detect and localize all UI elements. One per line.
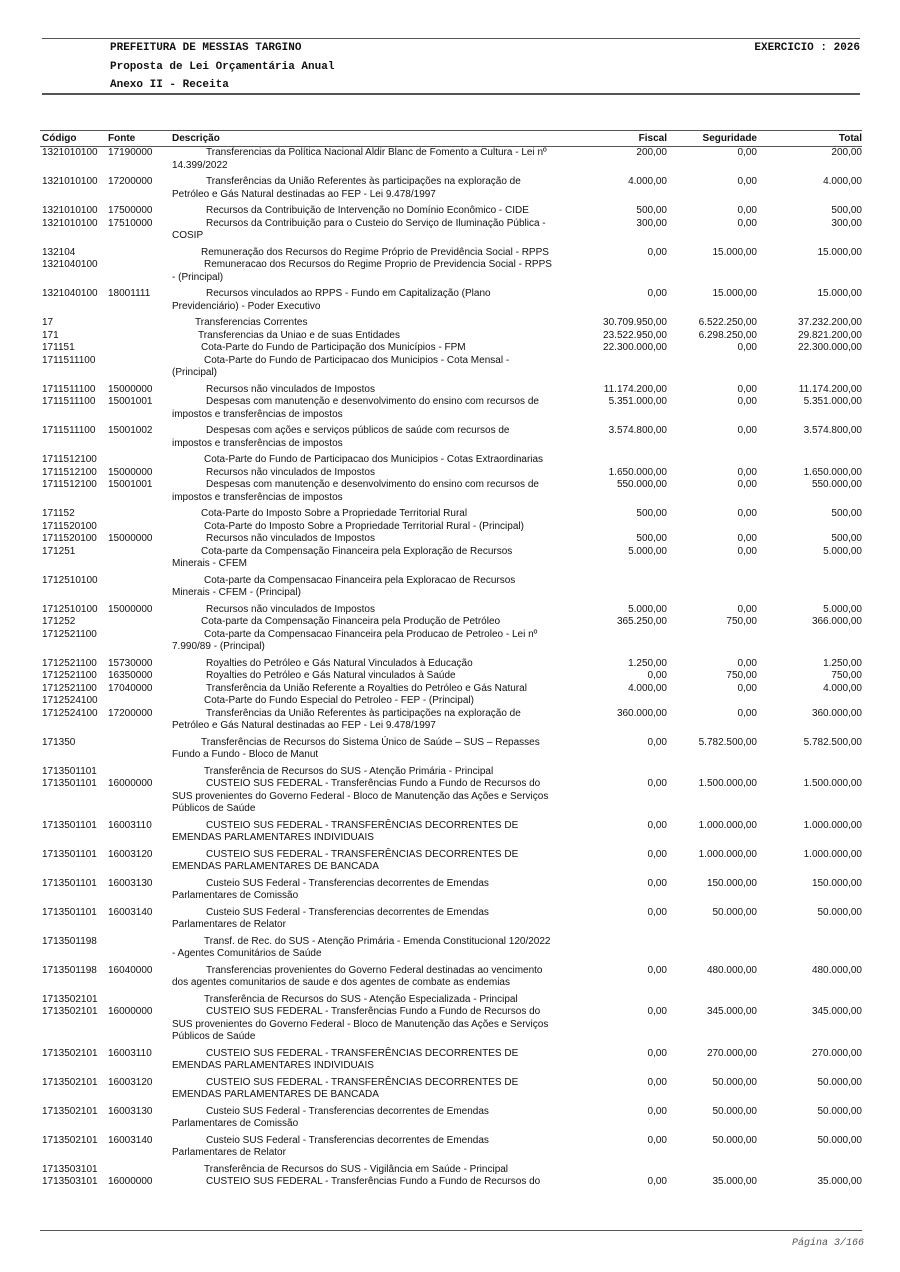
row-fonte: 16003130 — [108, 877, 153, 889]
row-codigo: 1713503101 — [42, 1163, 98, 1175]
row-codigo: 1713501198 — [42, 964, 97, 976]
row-descricao: Cota-Parte do Fundo de Participacao dos Municipios - Cotas Extraordinarias — [204, 454, 544, 465]
row-seguridade: 0,00 — [737, 466, 757, 478]
table-row — [42, 737, 862, 766]
report-title: Proposta de Lei Orçamentária Anual — [110, 61, 335, 73]
row-seguridade: 6.298.250,00 — [698, 329, 757, 341]
row-seguridade: 6.522.250,00 — [698, 317, 757, 328]
row-fiscal: 500,00 — [636, 205, 667, 216]
row-seguridade: 1.000.000,00 — [698, 848, 757, 860]
row-descricao: Transferencias da Uniao e de suas Entidades — [198, 329, 400, 341]
table-row — [42, 575, 862, 604]
row-total: 5.000,00 — [823, 603, 862, 615]
table-row — [42, 288, 862, 317]
row-fonte: 16350000 — [108, 670, 153, 681]
table-row — [42, 1164, 862, 1177]
row-total: 500,00 — [831, 508, 862, 519]
col-seguridade: Seguridade — [702, 133, 757, 144]
row-codigo: 171 — [42, 329, 59, 341]
table-row — [42, 396, 862, 425]
row-descricao: Remuneração dos Recursos do Regime Próprio de Previdência Social - RPPS — [201, 246, 549, 258]
page-number: Página 3/166 — [791, 1238, 864, 1249]
row-fonte: 17510000 — [108, 217, 153, 229]
table-row — [42, 176, 862, 205]
row-codigo: 1712521100 — [42, 670, 97, 681]
row-descricao: Remuneracao dos Recursos do Regime Proprio de Previdencia Social - RPPS - (Principal) — [172, 259, 552, 283]
row-descricao: Cota-Parte do Imposto Sobre a Propriedade Territorial Rural - (Principal) — [204, 520, 524, 532]
row-codigo: 1713503101 — [42, 1176, 98, 1187]
row-fonte: 16000000 — [108, 1006, 153, 1017]
row-fiscal: 0,00 — [647, 288, 667, 299]
row-descricao: Cota-Parte do Fundo Especial do Petroleo - FEP - (Principal) — [204, 695, 474, 706]
row-total: 1.000.000,00 — [803, 848, 862, 860]
table-row — [42, 683, 862, 696]
row-fiscal: 0,00 — [647, 819, 667, 831]
table-row — [42, 878, 862, 907]
row-descricao: CUSTEIO SUS FEDERAL - Transferências Fundo a Fundo de Recursos do — [206, 1176, 541, 1187]
row-descricao: Recursos não vinculados de Impostos — [206, 603, 375, 615]
row-descricao: Transferências da União Referentes às participações na exploração de Petróleo e Gás Natural destinadas ao FEP - Lei 9.478/1997 — [172, 707, 521, 731]
table-row — [42, 247, 862, 260]
table-row — [42, 1135, 862, 1164]
row-descricao: Cota-parte da Compensacao Financeira pela Producao de Petroleo - Lei nº 7.990/89 - (Principal) — [172, 628, 538, 652]
row-total: 366.000,00 — [811, 616, 862, 627]
row-total: 1.000.000,00 — [803, 819, 862, 831]
row-fonte: 17200000 — [108, 707, 153, 719]
row-seguridade: 0,00 — [737, 508, 757, 519]
row-seguridade: 0,00 — [737, 205, 757, 216]
row-fonte: 15001001 — [108, 479, 153, 490]
row-total: 270.000,00 — [811, 1047, 862, 1059]
table-row — [42, 508, 862, 521]
row-fonte: 15000000 — [108, 603, 153, 615]
row-seguridade: 0,00 — [737, 533, 757, 544]
row-seguridade: 50.000,00 — [712, 1076, 757, 1088]
row-fiscal: 0,00 — [647, 877, 667, 889]
row-seguridade: 0,00 — [737, 425, 757, 436]
table-row — [42, 533, 862, 546]
table-row — [42, 604, 862, 617]
row-seguridade: 750,00 — [726, 616, 757, 627]
row-fiscal: 0,00 — [647, 1076, 667, 1088]
table-row — [42, 1006, 862, 1048]
row-total: 5.000,00 — [823, 545, 862, 557]
row-descricao: Recursos não vinculados de Impostos — [206, 533, 375, 544]
table-row — [42, 259, 862, 288]
row-fonte: 15000000 — [108, 466, 153, 478]
row-seguridade: 0,00 — [737, 657, 757, 669]
row-total: 4.000,00 — [823, 682, 862, 694]
row-fiscal: 22.300.000,00 — [603, 342, 667, 353]
row-fiscal: 0,00 — [647, 1047, 667, 1059]
row-fiscal: 0,00 — [647, 964, 667, 976]
row-codigo: 1711512100 — [42, 466, 97, 478]
table-row — [42, 205, 862, 218]
row-codigo: 1712524100 — [42, 707, 98, 719]
row-seguridade: 15.000,00 — [712, 246, 757, 258]
table-row — [42, 670, 862, 683]
row-fonte: 16040000 — [108, 964, 153, 976]
table-row — [42, 820, 862, 849]
row-codigo: 1711520100 — [42, 520, 97, 532]
row-fonte: 17190000 — [108, 147, 153, 158]
col-fiscal: Fiscal — [638, 133, 667, 144]
row-descricao: Transferência de Recursos do SUS - Atenção Especializada - Principal — [204, 993, 518, 1005]
row-descricao: Recursos da Contribuição para o Custeio do Serviço de Iluminação Pública - COSIP — [172, 217, 546, 241]
row-codigo: 1713501101 — [42, 819, 97, 831]
row-total: 200,00 — [831, 147, 862, 158]
row-descricao: Royalties do Petróleo e Gás Natural vinculados à Saúde — [206, 670, 456, 681]
row-total: 300,00 — [831, 217, 862, 229]
row-descricao: Transferencias provenientes do Governo Federal destinadas ao vencimento dos agentes comunitarios de saude e dos agentes de combate as endemias — [172, 964, 543, 988]
table-row — [42, 907, 862, 936]
row-fonte: 17040000 — [108, 682, 153, 694]
table-row — [42, 658, 862, 671]
row-codigo: 1321040100 — [42, 259, 98, 270]
row-codigo: 1713502101 — [42, 1076, 98, 1088]
row-seguridade: 0,00 — [737, 603, 757, 615]
row-total: 1.650.000,00 — [803, 466, 862, 478]
row-total: 480.000,00 — [811, 964, 862, 976]
row-total: 29.821.200,00 — [798, 329, 862, 341]
row-total: 11.174.200,00 — [798, 383, 862, 395]
table-row — [42, 616, 862, 629]
table-row — [42, 147, 862, 176]
row-total: 500,00 — [831, 533, 862, 544]
row-codigo: 171252 — [42, 616, 76, 627]
row-total: 50.000,00 — [817, 1105, 862, 1117]
row-descricao: Custeio SUS Federal - Transferencias decorrentes de Emendas Parlamentares de Relator — [172, 1134, 489, 1158]
row-codigo: 1713502101 — [42, 1006, 98, 1017]
row-descricao: Transf. de Rec. do SUS - Atenção Primária - Emenda Constitucional 120/2022 - Agentes Comunitários de Saúde — [172, 935, 551, 959]
row-fiscal: 0,00 — [647, 1134, 667, 1146]
table-row — [42, 936, 862, 965]
header-top-rule — [42, 38, 860, 39]
row-fiscal: 23.522.950,00 — [603, 329, 667, 341]
row-total: 1.250,00 — [823, 657, 862, 669]
row-seguridade: 5.782.500,00 — [698, 736, 757, 748]
row-descricao: Transferência de Recursos do SUS - Vigilância em Saúde - Principal — [204, 1163, 509, 1175]
table-row — [42, 965, 862, 994]
row-total: 37.232.200,00 — [798, 317, 862, 328]
exercicio: EXERCICIO : 2026 — [754, 42, 860, 54]
row-fonte: 16003120 — [108, 1076, 153, 1088]
row-fiscal: 360.000,00 — [616, 707, 667, 719]
row-seguridade: 0,00 — [737, 383, 757, 395]
row-fonte: 15001002 — [108, 425, 153, 436]
table-row — [42, 384, 862, 397]
row-fonte: 16003140 — [108, 1134, 153, 1146]
row-fonte: 16003110 — [108, 819, 152, 831]
row-codigo: 1712521100 — [42, 682, 97, 694]
row-seguridade: 0,00 — [737, 396, 757, 407]
row-descricao: CUSTEIO SUS FEDERAL - TRANSFERÊNCIAS DECORRENTES DE EMENDAS PARLAMENTARES DE BANCADA — [172, 848, 519, 872]
row-descricao: Recursos não vinculados de Impostos — [206, 383, 375, 395]
row-descricao: Cota-parte da Compensação Financeira pela Produção de Petróleo — [201, 616, 501, 627]
row-seguridade: 480.000,00 — [706, 964, 757, 976]
row-descricao: Cota-parte da Compensação Financeira pela Exploração de Recursos Minerais - CFEM — [172, 545, 513, 569]
col-descricao: Descrição — [172, 133, 220, 144]
table-row — [42, 521, 862, 534]
row-fiscal: 30.709.950,00 — [603, 317, 667, 328]
row-fiscal: 1.250,00 — [628, 657, 667, 669]
row-total: 150.000,00 — [811, 877, 862, 889]
row-fiscal: 0,00 — [647, 246, 667, 258]
row-fiscal: 11.174.200,00 — [603, 383, 667, 395]
row-descricao: Custeio SUS Federal - Transferencias decorrentes de Emendas Parlamentares de Comissão — [172, 1105, 489, 1129]
row-codigo: 1712521100 — [42, 657, 97, 669]
table-row — [42, 766, 862, 779]
row-fonte: 16003120 — [108, 848, 153, 860]
table-header — [42, 133, 862, 146]
table-row — [42, 454, 862, 467]
row-codigo: 1713502101 — [42, 993, 98, 1005]
table-row — [42, 1048, 862, 1077]
row-codigo: 1713501101 — [42, 765, 97, 777]
row-fonte: 16000000 — [108, 1176, 153, 1187]
row-fiscal: 0,00 — [647, 848, 667, 860]
row-codigo: 1712510100 — [42, 574, 98, 586]
row-total: 550.000,00 — [811, 479, 862, 490]
row-total: 5.351.000,00 — [803, 396, 862, 407]
row-descricao: Transferencias Correntes — [195, 317, 308, 328]
row-fiscal: 4.000,00 — [628, 176, 667, 187]
table-row — [42, 467, 862, 480]
row-seguridade: 345.000,00 — [706, 1006, 757, 1017]
row-seguridade: 1.500.000,00 — [698, 778, 757, 789]
row-descricao: Despesas com ações e serviços públicos de saúde com recursos de impostos e transferências de impostos — [172, 425, 510, 449]
table-row — [42, 546, 862, 575]
table-row — [42, 849, 862, 878]
row-fonte: 15001001 — [108, 396, 153, 407]
row-seguridade: 1.000.000,00 — [698, 819, 757, 831]
table-row — [42, 355, 862, 384]
table-row — [42, 994, 862, 1007]
row-seguridade: 750,00 — [726, 670, 757, 681]
table-row — [42, 778, 862, 820]
row-fiscal: 200,00 — [636, 147, 667, 158]
row-descricao: Recursos da Contribuição de Intervenção no Domínio Econômico - CIDE — [206, 205, 529, 216]
row-descricao: Transferência de Recursos do SUS - Atenção Primária - Principal — [204, 765, 494, 777]
row-total: 500,00 — [831, 205, 862, 216]
row-seguridade: 0,00 — [737, 176, 757, 187]
row-descricao: Recursos não vinculados de Impostos — [206, 466, 375, 478]
row-fiscal: 500,00 — [636, 508, 667, 519]
row-descricao: CUSTEIO SUS FEDERAL - TRANSFERÊNCIAS DECORRENTES DE EMENDAS PARLAMENTARES INDIVIDUAIS — [172, 819, 519, 843]
row-codigo: 1321010100 — [42, 147, 98, 158]
row-total: 1.500.000,00 — [803, 778, 862, 789]
row-codigo: 17 — [42, 317, 54, 328]
row-fiscal: 4.000,00 — [628, 682, 667, 694]
row-fiscal: 0,00 — [647, 736, 667, 748]
row-seguridade: 0,00 — [737, 545, 757, 557]
row-codigo: 171152 — [42, 508, 75, 519]
header-bottom-rule — [42, 93, 860, 95]
table-row — [42, 330, 862, 343]
row-descricao: Despesas com manutenção e desenvolvimento do ensino com recursos de impostos e transferências de impostos — [172, 396, 539, 420]
row-fonte: 16003130 — [108, 1105, 153, 1117]
row-fiscal: 300,00 — [636, 217, 667, 229]
row-fiscal: 5.000,00 — [628, 603, 667, 615]
annex-title: Anexo II - Receita — [110, 79, 229, 91]
row-codigo: 1711511100 — [42, 396, 96, 407]
row-seguridade: 0,00 — [737, 707, 757, 719]
row-codigo: 1712510100 — [42, 603, 98, 615]
row-seguridade: 0,00 — [737, 479, 757, 490]
row-fiscal: 1.650.000,00 — [608, 466, 667, 478]
row-seguridade: 0,00 — [737, 342, 757, 353]
row-descricao: Custeio SUS Federal - Transferencias decorrentes de Emendas Parlamentares de Comissão — [172, 877, 489, 901]
row-total: 750,00 — [831, 670, 862, 681]
row-total: 50.000,00 — [817, 906, 862, 918]
table-row — [42, 1176, 862, 1189]
row-codigo: 1713502101 — [42, 1105, 98, 1117]
org-name: PREFEITURA DE MESSIAS TARGINO — [110, 42, 302, 54]
row-seguridade: 50.000,00 — [712, 906, 757, 918]
row-codigo: 171151 — [42, 342, 75, 353]
col-fonte: Fonte — [108, 133, 136, 144]
row-fiscal: 0,00 — [647, 670, 667, 681]
table-row — [42, 1077, 862, 1106]
row-seguridade: 270.000,00 — [706, 1047, 757, 1059]
row-total: 4.000,00 — [823, 176, 862, 187]
row-codigo: 132104 — [42, 246, 76, 258]
footer-rule — [40, 1230, 862, 1231]
row-seguridade: 35.000,00 — [712, 1176, 757, 1187]
row-descricao: Despesas com manutenção e desenvolvimento do ensino com recursos de impostos e transferências de impostos — [172, 479, 539, 503]
row-fiscal: 500,00 — [636, 533, 667, 544]
row-seguridade: 0,00 — [737, 217, 757, 229]
row-codigo: 171251 — [42, 545, 76, 557]
row-fiscal: 0,00 — [647, 778, 667, 789]
row-descricao: Transferências da União Referentes às participações na exploração de Petróleo e Gás Natural destinadas ao FEP - Lei 9.478/1997 — [172, 176, 521, 200]
row-descricao: Royalties do Petróleo e Gás Natural Vinculados à Educação — [206, 657, 473, 669]
table-row — [42, 218, 862, 247]
row-seguridade: 15.000,00 — [712, 288, 757, 299]
col-codigo: Código — [42, 133, 77, 144]
row-descricao: Cota-Parte do Imposto Sobre a Propriedade Territorial Rural — [201, 508, 468, 519]
row-total: 5.782.500,00 — [803, 736, 862, 748]
table-row — [42, 342, 862, 355]
row-fonte: 16000000 — [108, 778, 153, 789]
row-codigo: 1321010100 — [42, 176, 98, 187]
row-descricao: Cota-parte da Compensacao Financeira pela Exploracao de Recursos Minerais - CFEM - (Principal) — [172, 574, 516, 598]
row-codigo: 1712521100 — [42, 628, 97, 640]
row-seguridade: 50.000,00 — [712, 1134, 757, 1146]
row-total: 50.000,00 — [817, 1076, 862, 1088]
row-codigo: 1713501101 — [42, 848, 97, 860]
row-seguridade: 0,00 — [737, 682, 757, 694]
row-descricao: Transferências de Recursos do Sistema Único de Saúde – SUS – Repasses Fundo a Fundo - Bloco de Manut — [172, 736, 540, 760]
row-total: 3.574.800,00 — [803, 425, 862, 436]
row-descricao: CUSTEIO SUS FEDERAL - Transferências Fundo a Fundo de Recursos do SUS provenientes do Governo Federal - Bloco de Manutenção das Ações e Serviços Públicos de Saúde — [172, 778, 549, 814]
row-seguridade: 0,00 — [737, 147, 757, 158]
row-codigo: 1711511100 — [42, 383, 96, 395]
table-row — [42, 425, 862, 454]
row-codigo: 1713501101 — [42, 906, 97, 918]
row-codigo: 1713501198 — [42, 935, 97, 947]
row-codigo: 1711511100 — [42, 354, 96, 366]
row-fiscal: 550.000,00 — [616, 479, 667, 490]
row-fiscal: 0,00 — [647, 1105, 667, 1117]
table-row — [42, 708, 862, 737]
row-codigo: 1713502101 — [42, 1134, 98, 1146]
table-top-rule — [40, 130, 862, 131]
table-row — [42, 695, 862, 708]
row-fiscal: 0,00 — [647, 1006, 667, 1017]
row-total: 360.000,00 — [811, 707, 862, 719]
row-fonte: 17200000 — [108, 176, 153, 187]
row-codigo: 1713501101 — [42, 877, 97, 889]
row-fiscal: 0,00 — [647, 1176, 667, 1187]
row-codigo: 1321040100 — [42, 288, 98, 299]
row-seguridade: 150.000,00 — [706, 877, 757, 889]
row-descricao: Cota-Parte do Fundo de Participação dos Municípios - FPM — [201, 342, 466, 353]
row-codigo: 1711520100 — [42, 533, 97, 544]
row-total: 22.300.000,00 — [798, 342, 862, 353]
row-fonte: 15000000 — [108, 383, 153, 395]
col-total: Total — [838, 133, 862, 144]
row-codigo: 1711512100 — [42, 454, 97, 465]
row-total: 50.000,00 — [817, 1134, 862, 1146]
row-descricao: Transferência da União Referente a Royalties do Petróleo e Gás Natural — [206, 682, 527, 694]
row-codigo: 1713501101 — [42, 778, 97, 789]
row-descricao: CUSTEIO SUS FEDERAL - TRANSFERÊNCIAS DECORRENTES DE EMENDAS PARLAMENTARES INDIVIDUAIS — [172, 1047, 519, 1071]
row-fiscal: 5.351.000,00 — [608, 396, 667, 407]
row-seguridade: 50.000,00 — [712, 1105, 757, 1117]
table-row — [42, 479, 862, 508]
row-fonte: 15000000 — [108, 533, 153, 544]
table-row — [42, 629, 862, 658]
row-fonte: 18001111 — [108, 288, 151, 299]
row-codigo: 1712524100 — [42, 695, 98, 706]
row-descricao: Recursos vinculados ao RPPS - Fundo em Capitalização (Plano Previdenciário) - Poder Executivo — [172, 288, 491, 312]
row-fonte: 16003140 — [108, 906, 153, 918]
row-codigo: 1711512100 — [42, 479, 97, 490]
row-fiscal: 5.000,00 — [628, 545, 667, 557]
row-total: 35.000,00 — [817, 1176, 862, 1187]
row-fonte: 15730000 — [108, 657, 153, 669]
row-fiscal: 365.250,00 — [616, 616, 667, 627]
row-descricao: Transferencias da Política Nacional Aldir Blanc de Fomento a Cultura - Lei nº 14.399/2022 — [172, 147, 547, 171]
row-total: 345.000,00 — [811, 1006, 862, 1017]
row-descricao: CUSTEIO SUS FEDERAL - Transferências Fundo a Fundo de Recursos do SUS provenientes do Governo Federal - Bloco de Manutenção das Ações e Serviços Públicos de Saúde — [172, 1006, 549, 1042]
row-total: 15.000,00 — [817, 288, 862, 299]
table-row — [42, 1106, 862, 1135]
row-descricao: Custeio SUS Federal - Transferencias decorrentes de Emendas Parlamentares de Relator — [172, 906, 489, 930]
revenue-table — [42, 147, 862, 1189]
row-total: 15.000,00 — [817, 246, 862, 258]
row-fiscal: 0,00 — [647, 906, 667, 918]
row-codigo: 171350 — [42, 736, 76, 748]
row-codigo: 1321010100 — [42, 217, 98, 229]
row-fonte: 16003110 — [108, 1047, 152, 1059]
row-codigo: 1711511100 — [42, 425, 96, 436]
row-fonte: 17500000 — [108, 205, 153, 216]
row-fiscal: 3.574.800,00 — [608, 425, 667, 436]
row-descricao: Cota-Parte do Fundo de Participacao dos Municipios - Cota Mensal - (Principal) — [172, 354, 510, 378]
table-row — [42, 317, 862, 330]
row-descricao: CUSTEIO SUS FEDERAL - TRANSFERÊNCIAS DECORRENTES DE EMENDAS PARLAMENTARES DE BANCADA — [172, 1076, 519, 1100]
row-codigo: 1321010100 — [42, 205, 98, 216]
row-codigo: 1713502101 — [42, 1047, 98, 1059]
